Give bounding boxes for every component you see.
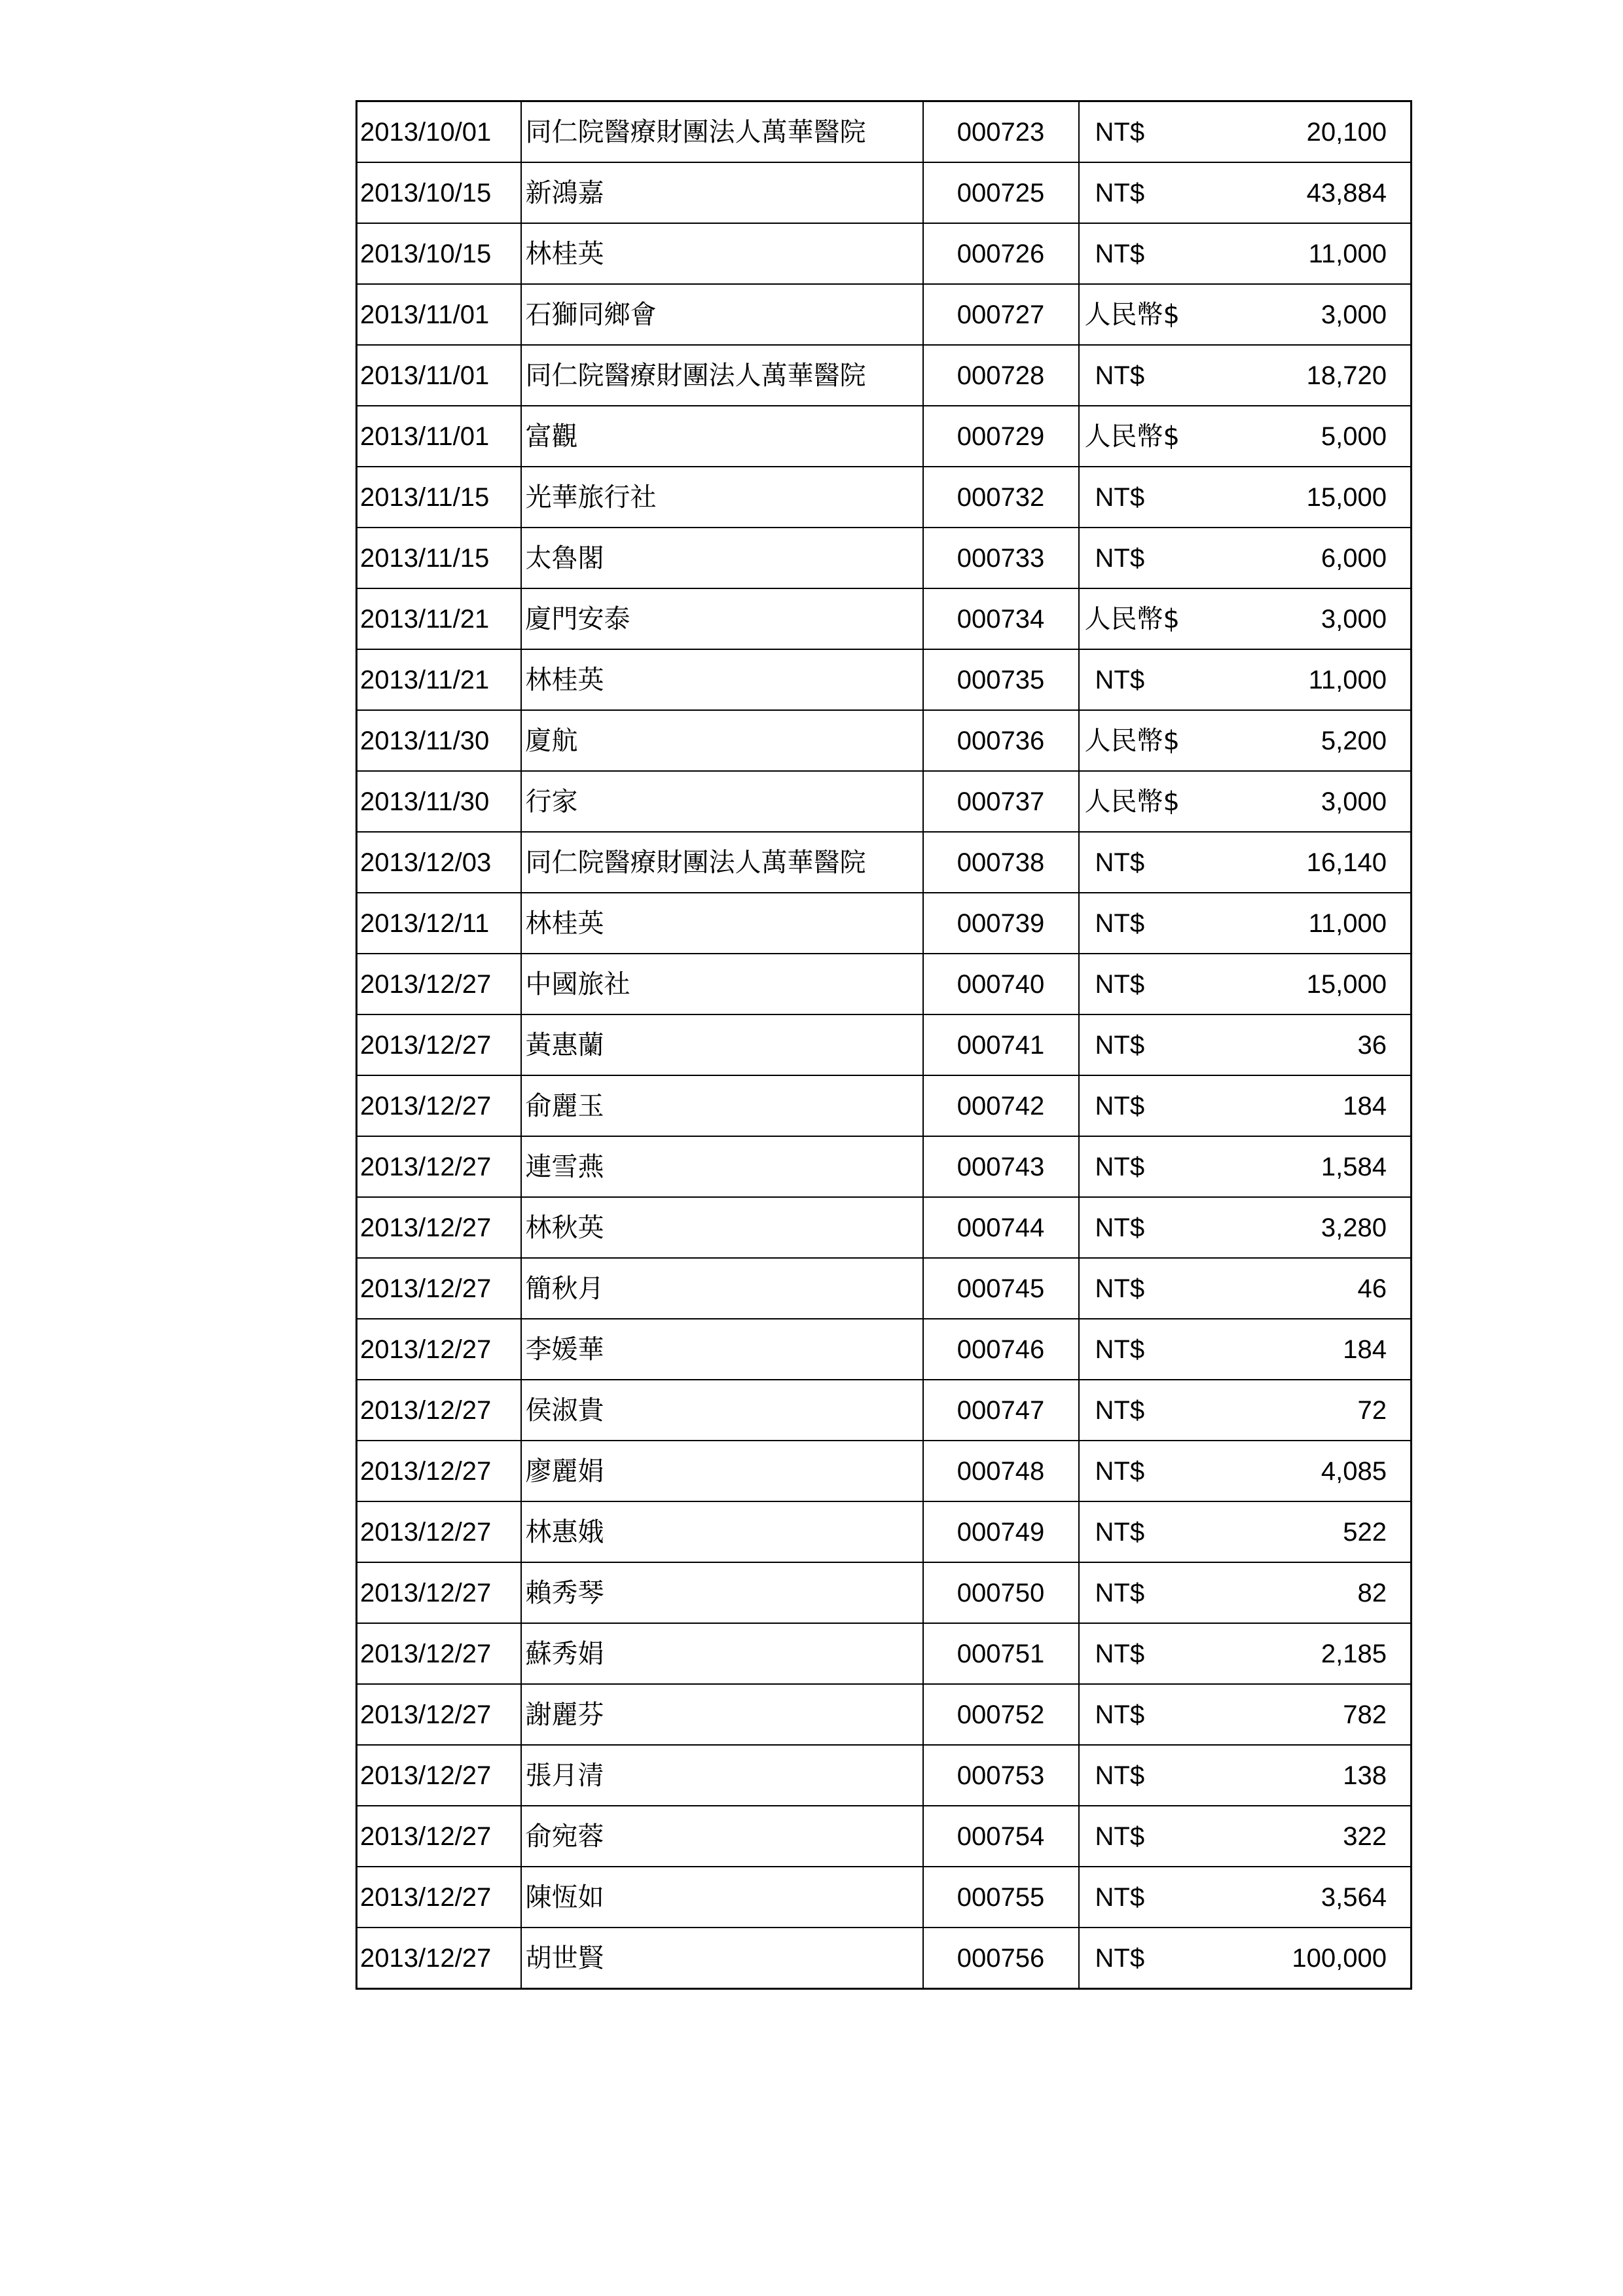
donor-name-cell: 同仁院醫療財團法人萬華醫院 xyxy=(521,101,923,163)
date-cell: 2013/12/27 xyxy=(357,1684,521,1745)
date-cell: 2013/11/21 xyxy=(357,649,521,710)
donor-name-cell: 林桂英 xyxy=(521,893,923,954)
table-row xyxy=(357,101,1412,163)
currency-cell: NT$ xyxy=(1079,1441,1197,1501)
receipt-number-cell: 000756 xyxy=(923,1928,1079,1989)
donor-name-cell: 林惠娥 xyxy=(521,1501,923,1562)
date-cell: 2013/11/01 xyxy=(357,406,521,467)
table-row xyxy=(357,832,1412,893)
currency-cell: NT$ xyxy=(1079,1562,1197,1623)
donor-name-cell: 廈航 xyxy=(521,710,923,771)
table-row xyxy=(357,162,1412,223)
receipt-number-cell: 000743 xyxy=(923,1136,1079,1197)
date-cell: 2013/12/27 xyxy=(357,1441,521,1501)
table-row xyxy=(357,954,1412,1014)
currency-cell: NT$ xyxy=(1079,1197,1197,1258)
receipt-number-cell: 000728 xyxy=(923,345,1079,406)
receipt-number-cell: 000744 xyxy=(923,1197,1079,1258)
currency-cell: 人民幣$ xyxy=(1079,284,1197,345)
amount-cell: 5,000 xyxy=(1197,406,1412,467)
donor-name-cell: 富觀 xyxy=(521,406,923,467)
date-cell: 2013/11/21 xyxy=(357,588,521,649)
amount-cell: 3,000 xyxy=(1197,284,1412,345)
receipt-number-cell: 000738 xyxy=(923,832,1079,893)
donor-name-cell: 林桂英 xyxy=(521,223,923,284)
date-cell: 2013/11/15 xyxy=(357,528,521,588)
amount-cell: 4,085 xyxy=(1197,1441,1412,1501)
currency-cell: NT$ xyxy=(1079,649,1197,710)
table-row xyxy=(357,345,1412,406)
table-row xyxy=(357,710,1412,771)
date-cell: 2013/11/15 xyxy=(357,467,521,528)
currency-cell: NT$ xyxy=(1079,1867,1197,1928)
receipt-number-cell: 000750 xyxy=(923,1562,1079,1623)
table-row xyxy=(357,1562,1412,1623)
amount-cell: 2,185 xyxy=(1197,1623,1412,1684)
donor-name-cell: 李媛華 xyxy=(521,1319,923,1380)
currency-cell: NT$ xyxy=(1079,893,1197,954)
date-cell: 2013/12/27 xyxy=(357,1014,521,1075)
donor-name-cell: 簡秋月 xyxy=(521,1258,923,1319)
amount-cell: 16,140 xyxy=(1197,832,1412,893)
receipt-number-cell: 000725 xyxy=(923,162,1079,223)
amount-cell: 184 xyxy=(1197,1075,1412,1136)
amount-cell: 138 xyxy=(1197,1745,1412,1806)
currency-cell: NT$ xyxy=(1079,1806,1197,1867)
currency-cell: NT$ xyxy=(1079,223,1197,284)
currency-cell: 人民幣$ xyxy=(1079,710,1197,771)
currency-cell: NT$ xyxy=(1079,954,1197,1014)
table-row xyxy=(357,1319,1412,1380)
table-row xyxy=(357,1136,1412,1197)
table-row xyxy=(357,893,1412,954)
ledger-body xyxy=(357,101,1412,1989)
table-row xyxy=(357,1014,1412,1075)
table-row xyxy=(357,1806,1412,1867)
donor-name-cell: 太魯閣 xyxy=(521,528,923,588)
date-cell: 2013/12/27 xyxy=(357,1623,521,1684)
currency-cell: 人民幣$ xyxy=(1079,588,1197,649)
donation-ledger-table xyxy=(356,100,1412,1990)
currency-cell: NT$ xyxy=(1079,832,1197,893)
receipt-number-cell: 000736 xyxy=(923,710,1079,771)
donor-name-cell: 中國旅社 xyxy=(521,954,923,1014)
amount-cell: 82 xyxy=(1197,1562,1412,1623)
table-row xyxy=(357,1075,1412,1136)
donor-name-cell: 新鴻嘉 xyxy=(521,162,923,223)
table-row xyxy=(357,1928,1412,1989)
amount-cell: 522 xyxy=(1197,1501,1412,1562)
currency-cell: NT$ xyxy=(1079,1684,1197,1745)
donor-name-cell: 林秋英 xyxy=(521,1197,923,1258)
donor-name-cell: 同仁院醫療財團法人萬華醫院 xyxy=(521,345,923,406)
date-cell: 2013/10/15 xyxy=(357,162,521,223)
table-row xyxy=(357,467,1412,528)
date-cell: 2013/12/27 xyxy=(357,1258,521,1319)
date-cell: 2013/12/27 xyxy=(357,1562,521,1623)
amount-cell: 20,100 xyxy=(1197,101,1412,163)
date-cell: 2013/12/27 xyxy=(357,1075,521,1136)
receipt-number-cell: 000753 xyxy=(923,1745,1079,1806)
table-row xyxy=(357,1745,1412,1806)
amount-cell: 3,000 xyxy=(1197,588,1412,649)
receipt-number-cell: 000737 xyxy=(923,771,1079,832)
table-row xyxy=(357,1197,1412,1258)
table-row xyxy=(357,1623,1412,1684)
currency-cell: NT$ xyxy=(1079,1136,1197,1197)
amount-cell: 3,000 xyxy=(1197,771,1412,832)
receipt-number-cell: 000727 xyxy=(923,284,1079,345)
amount-cell: 43,884 xyxy=(1197,162,1412,223)
table-row xyxy=(357,223,1412,284)
date-cell: 2013/11/30 xyxy=(357,710,521,771)
amount-cell: 5,200 xyxy=(1197,710,1412,771)
receipt-number-cell: 000740 xyxy=(923,954,1079,1014)
date-cell: 2013/12/27 xyxy=(357,954,521,1014)
currency-cell: NT$ xyxy=(1079,467,1197,528)
receipt-number-cell: 000734 xyxy=(923,588,1079,649)
date-cell: 2013/12/27 xyxy=(357,1136,521,1197)
donor-name-cell: 賴秀琴 xyxy=(521,1562,923,1623)
amount-cell: 46 xyxy=(1197,1258,1412,1319)
receipt-number-cell: 000742 xyxy=(923,1075,1079,1136)
receipt-number-cell: 000741 xyxy=(923,1014,1079,1075)
amount-cell: 11,000 xyxy=(1197,893,1412,954)
amount-cell: 18,720 xyxy=(1197,345,1412,406)
receipt-number-cell: 000752 xyxy=(923,1684,1079,1745)
table-row xyxy=(357,649,1412,710)
receipt-number-cell: 000733 xyxy=(923,528,1079,588)
currency-cell: NT$ xyxy=(1079,1501,1197,1562)
receipt-number-cell: 000729 xyxy=(923,406,1079,467)
table-row xyxy=(357,588,1412,649)
table-row xyxy=(357,1501,1412,1562)
donor-name-cell: 謝麗芬 xyxy=(521,1684,923,1745)
date-cell: 2013/12/11 xyxy=(357,893,521,954)
amount-cell: 322 xyxy=(1197,1806,1412,1867)
donor-name-cell: 蘇秀娟 xyxy=(521,1623,923,1684)
donor-name-cell: 侯淑貴 xyxy=(521,1380,923,1441)
donor-name-cell: 光華旅行社 xyxy=(521,467,923,528)
table-row xyxy=(357,1380,1412,1441)
receipt-number-cell: 000755 xyxy=(923,1867,1079,1928)
currency-cell: NT$ xyxy=(1079,1075,1197,1136)
receipt-number-cell: 000739 xyxy=(923,893,1079,954)
amount-cell: 72 xyxy=(1197,1380,1412,1441)
table-row xyxy=(357,406,1412,467)
receipt-number-cell: 000754 xyxy=(923,1806,1079,1867)
receipt-number-cell: 000735 xyxy=(923,649,1079,710)
amount-cell: 1,584 xyxy=(1197,1136,1412,1197)
donor-name-cell: 連雪燕 xyxy=(521,1136,923,1197)
receipt-number-cell: 000748 xyxy=(923,1441,1079,1501)
date-cell: 2013/11/30 xyxy=(357,771,521,832)
amount-cell: 184 xyxy=(1197,1319,1412,1380)
date-cell: 2013/12/27 xyxy=(357,1745,521,1806)
donor-name-cell: 俞麗玉 xyxy=(521,1075,923,1136)
receipt-number-cell: 000746 xyxy=(923,1319,1079,1380)
amount-cell: 100,000 xyxy=(1197,1928,1412,1989)
receipt-number-cell: 000751 xyxy=(923,1623,1079,1684)
table-row xyxy=(357,1258,1412,1319)
currency-cell: NT$ xyxy=(1079,101,1197,163)
amount-cell: 782 xyxy=(1197,1684,1412,1745)
currency-cell: 人民幣$ xyxy=(1079,771,1197,832)
donor-name-cell: 廈門安泰 xyxy=(521,588,923,649)
table-row xyxy=(357,284,1412,345)
donor-name-cell: 同仁院醫療財團法人萬華醫院 xyxy=(521,832,923,893)
date-cell: 2013/10/01 xyxy=(357,101,521,163)
amount-cell: 11,000 xyxy=(1197,223,1412,284)
receipt-number-cell: 000747 xyxy=(923,1380,1079,1441)
date-cell: 2013/11/01 xyxy=(357,284,521,345)
currency-cell: NT$ xyxy=(1079,1258,1197,1319)
table-row xyxy=(357,771,1412,832)
donor-name-cell: 石獅同鄉會 xyxy=(521,284,923,345)
receipt-number-cell: 000745 xyxy=(923,1258,1079,1319)
date-cell: 2013/12/27 xyxy=(357,1501,521,1562)
amount-cell: 36 xyxy=(1197,1014,1412,1075)
donor-name-cell: 廖麗娟 xyxy=(521,1441,923,1501)
date-cell: 2013/12/03 xyxy=(357,832,521,893)
date-cell: 2013/12/27 xyxy=(357,1380,521,1441)
donor-name-cell: 林桂英 xyxy=(521,649,923,710)
amount-cell: 3,564 xyxy=(1197,1867,1412,1928)
currency-cell: NT$ xyxy=(1079,1928,1197,1989)
receipt-number-cell: 000723 xyxy=(923,101,1079,163)
date-cell: 2013/10/15 xyxy=(357,223,521,284)
currency-cell: NT$ xyxy=(1079,1014,1197,1075)
amount-cell: 11,000 xyxy=(1197,649,1412,710)
table-row xyxy=(357,528,1412,588)
currency-cell: NT$ xyxy=(1079,1319,1197,1380)
currency-cell: NT$ xyxy=(1079,1623,1197,1684)
date-cell: 2013/12/27 xyxy=(357,1319,521,1380)
table-row xyxy=(357,1684,1412,1745)
currency-cell: NT$ xyxy=(1079,528,1197,588)
receipt-number-cell: 000726 xyxy=(923,223,1079,284)
donor-name-cell: 黃惠蘭 xyxy=(521,1014,923,1075)
date-cell: 2013/12/27 xyxy=(357,1806,521,1867)
currency-cell: NT$ xyxy=(1079,345,1197,406)
table-row xyxy=(357,1441,1412,1501)
date-cell: 2013/12/27 xyxy=(357,1867,521,1928)
donor-name-cell: 張月清 xyxy=(521,1745,923,1806)
date-cell: 2013/12/27 xyxy=(357,1197,521,1258)
date-cell: 2013/11/01 xyxy=(357,345,521,406)
receipt-number-cell: 000749 xyxy=(923,1501,1079,1562)
currency-cell: NT$ xyxy=(1079,1745,1197,1806)
amount-cell: 3,280 xyxy=(1197,1197,1412,1258)
donor-name-cell: 俞宛蓉 xyxy=(521,1806,923,1867)
receipt-number-cell: 000732 xyxy=(923,467,1079,528)
currency-cell: NT$ xyxy=(1079,162,1197,223)
table-row xyxy=(357,1867,1412,1928)
currency-cell: 人民幣$ xyxy=(1079,406,1197,467)
currency-cell: NT$ xyxy=(1079,1380,1197,1441)
amount-cell: 6,000 xyxy=(1197,528,1412,588)
amount-cell: 15,000 xyxy=(1197,954,1412,1014)
date-cell: 2013/12/27 xyxy=(357,1928,521,1989)
amount-cell: 15,000 xyxy=(1197,467,1412,528)
donor-name-cell: 陳恆如 xyxy=(521,1867,923,1928)
donor-name-cell: 行家 xyxy=(521,771,923,832)
donor-name-cell: 胡世賢 xyxy=(521,1928,923,1989)
